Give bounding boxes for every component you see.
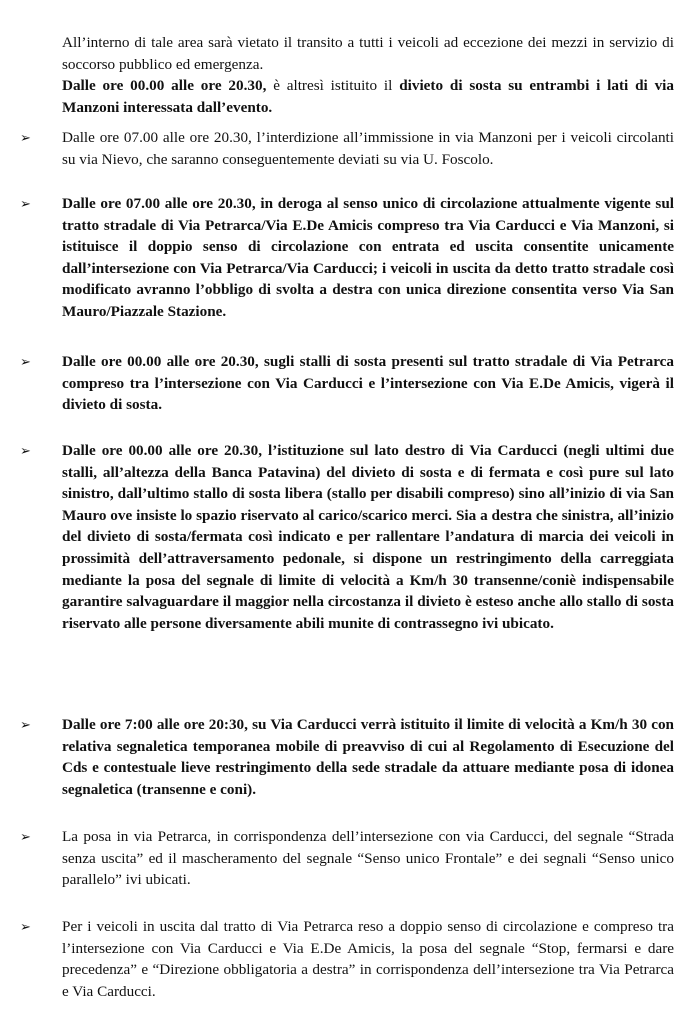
list-item-text: Dalle ore 07.00 alle ore 20.30, in deroga al senso unico di circolazione attualmente vigente sul tratto stradale di Via Petrarca/Via E.De Amicis compreso tra Via Carducci e Via Manzoni, si istituisce il doppio senso di circolazione con entrata ed uscita consentite unicamente dall’intersezione con Via Petrarca/Via Carducci; i veicoli in uscita da detto tratto stradale così modificato avranno l’obbligo di svolta a destra con unica direzione consentita verso Via San Mauro/Piazzale Stazione. xyxy=(62,195,674,320)
list-item-1 xyxy=(20,127,674,170)
intro-parking-ban: divieto di sosta su entrambi i lati di via Manzoni interessata dall’evento. xyxy=(62,77,674,116)
list-item-text: Dalle ore 00.00 alle ore 20.30, l’istituzione sul lato destro di Via Carducci (negli ultimi due stalli, all’altezza della Banca Patavina) del divieto di sosta e di fermata e così pure sul lato sinistro, dall’ultimo stallo di sosta libera (stallo per disabili compreso) sino all’inizio di via San Mauro ove insiste lo spazio riservato al carico/scarico merci. Sia a destra che sinistra, all’inizio del divieto di sosta/fermata così indicato e per rallentare l’andatura di marcia dei veicoli in prossimità dell’attraversamento pedonale, si dispone un restringimento della carreggiata mediante la posa del segnale di limite di velocità a Km/h 30 transenne/coniè indispensabile garantire salvaguardare il maggior nella circostanza il divieto è esteso anche allo stallo di sosta riservato alle persone diversamente abili munite di contrassegno ivi ubicato. xyxy=(62,442,674,632)
list-item-6 xyxy=(20,826,674,891)
arrow-bullet-icon: ➢ xyxy=(20,444,31,459)
arrow-bullet-icon: ➢ xyxy=(20,197,31,212)
arrow-bullet-icon: ➢ xyxy=(20,830,31,845)
list-item-3 xyxy=(20,351,674,416)
list-item-4 xyxy=(20,440,674,634)
intro-line-2 xyxy=(62,75,674,118)
list-item-text: La posa in via Petrarca, in corrispondenza dell’intersezione con via Carducci, del segnale “Strada senza uscita” ed il mascheramento del segnale “Senso unico Frontale” e dei segnali “Senso unico parallelo” ivi ubicati. xyxy=(62,828,674,889)
intro-paragraph xyxy=(62,32,674,118)
intro-mid: è altresì istituito il xyxy=(266,77,400,95)
intro-line-1: All’interno di tale area sarà vietato il transito a tutti i veicoli ad eccezione dei mezzi in servizio di soccorso pubblico ed emergenza. xyxy=(62,34,674,73)
arrow-bullet-icon: ➢ xyxy=(20,718,31,733)
list-item-text: Per i veicoli in uscita dal tratto di Via Petrarca reso a doppio senso di circolazione e compreso tra l’intersezione con Via Carducci e Via E.De Amicis, la posa del segnale “Stop, fermarsi e dare precedenza” e “Direzione obbligatoria a destra” in corrispondenza dell’intersezione tra Via Petrarca e Via Carducci. xyxy=(62,918,674,1000)
list-item-text: Dalle ore 7:00 alle ore 20:30, su Via Carducci verrà istituito il limite di velocità a Km/h 30 con relativa segnaletica temporanea mobile di preavviso di cui al Regolamento di Esecuzione del Cds e contestuale lieve restringimento della sede stradale da attuare mediante posa di idonea segnaletica (transenne e coni). xyxy=(62,716,674,798)
list-item-7 xyxy=(20,916,674,1002)
intro-time: Dalle ore 00.00 alle ore 20.30, xyxy=(62,77,267,95)
arrow-bullet-icon: ➢ xyxy=(20,131,31,146)
list-item-2 xyxy=(20,193,674,323)
arrow-bullet-icon: ➢ xyxy=(20,355,31,370)
list-item-text: Dalle ore 00.00 alle ore 20.30, sugli stalli di sosta presenti sul tratto stradale di Via Petrarca compreso tra l’intersezione con Via Carducci e l’intersezione con Via E.De Amicis, vigerà il divieto di sosta. xyxy=(62,353,674,414)
list-item-5 xyxy=(20,714,674,800)
list-item-text: Dalle ore 07.00 alle ore 20.30, l’interdizione all’immissione in via Manzoni per i veicoli circolanti su via Nievo, che saranno conseguentemente deviati su via U. Foscolo. xyxy=(62,129,674,168)
arrow-bullet-icon: ➢ xyxy=(20,920,31,935)
